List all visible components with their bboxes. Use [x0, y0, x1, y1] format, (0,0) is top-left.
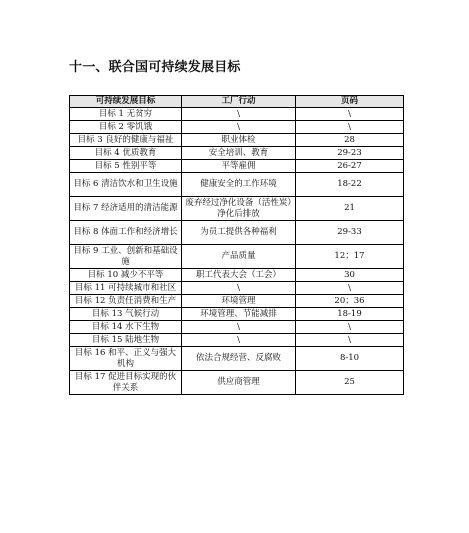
- table-row: [70, 197, 404, 221]
- goal-cell: 目标 10 减少不平等: [70, 269, 182, 282]
- action-cell: 供应商管理: [182, 371, 296, 395]
- goal-cell: 目标 15 陆地生物: [70, 334, 182, 347]
- action-cell: \: [182, 121, 296, 134]
- table-header-row: [70, 96, 404, 108]
- page-cell: \: [296, 321, 404, 334]
- page-cell: 26-27: [296, 160, 404, 173]
- table-row: [70, 108, 404, 121]
- page-cell: 30: [296, 269, 404, 282]
- goal-cell: 目标 2 零饥饿: [70, 121, 182, 134]
- goal-cell: 目标 4 优质教育: [70, 147, 182, 160]
- goal-cell: 目标 9 工业、创新和基础设施: [70, 245, 182, 269]
- table-row: [70, 295, 404, 308]
- table-row: [70, 282, 404, 295]
- page-cell: 21: [296, 197, 404, 221]
- goal-cell: 目标 11 可持续城市和社区: [70, 282, 182, 295]
- action-cell: 环境管理、节能减排: [182, 308, 296, 321]
- goal-cell: 目标 12 负责任消费和生产: [70, 295, 182, 308]
- table-row: [70, 245, 404, 269]
- table-row: [70, 173, 404, 197]
- page-cell: 29-33: [296, 221, 404, 245]
- goal-cell: 目标 7 经济适用的清洁能源: [70, 197, 182, 221]
- page-cell: 28: [296, 134, 404, 147]
- table-row: [70, 308, 404, 321]
- page-cell: 20；36: [296, 295, 404, 308]
- header-action: 工厂行动: [182, 96, 296, 108]
- page-cell: 18-19: [296, 308, 404, 321]
- page-cell: \: [296, 108, 404, 121]
- goal-cell: 目标 14 水下生物: [70, 321, 182, 334]
- header-page: 页码: [296, 96, 404, 108]
- action-cell: 职业体检: [182, 134, 296, 147]
- action-cell: 为员工提供各种福利: [182, 221, 296, 245]
- goal-cell: 目标 17 促进目标实现的伙伴关系: [70, 371, 182, 395]
- action-cell: 健康安全的工作环境: [182, 173, 296, 197]
- page-cell: 18-22: [296, 173, 404, 197]
- action-cell: 平等雇佣: [182, 160, 296, 173]
- table-row: [70, 269, 404, 282]
- table-row: [70, 347, 404, 371]
- goal-cell: 目标 13 气候行动: [70, 308, 182, 321]
- action-cell: \: [182, 321, 296, 334]
- action-cell: 产品质量: [182, 245, 296, 269]
- table-row: [70, 147, 404, 160]
- action-cell: \: [182, 282, 296, 295]
- action-cell: 废弃经过净化设备（活性炭）净化后排放: [182, 197, 296, 221]
- header-goal: 可持续发展目标: [70, 96, 182, 108]
- sdg-table: [69, 95, 404, 395]
- table-row: [70, 221, 404, 245]
- page-cell: \: [296, 121, 404, 134]
- goal-cell: 目标 5 性别平等: [70, 160, 182, 173]
- action-cell: 依法合规经营、反腐败: [182, 347, 296, 371]
- action-cell: \: [182, 334, 296, 347]
- table-row: [70, 134, 404, 147]
- goal-cell: 目标 16 和平、正义与强大机构: [70, 347, 182, 371]
- table-row: [70, 121, 404, 134]
- goal-cell: 目标 8 体面工作和经济增长: [70, 221, 182, 245]
- page-cell: \: [296, 282, 404, 295]
- page-cell: 29-23: [296, 147, 404, 160]
- page-cell: \: [296, 334, 404, 347]
- action-cell: 安全培训、教育: [182, 147, 296, 160]
- page-cell: 25: [296, 371, 404, 395]
- action-cell: 职工代表大会（工会）: [182, 269, 296, 282]
- action-cell: \: [182, 108, 296, 121]
- goal-cell: 目标 3 良好的健康与福祉: [70, 134, 182, 147]
- action-cell: 环境管理: [182, 295, 296, 308]
- goal-cell: 目标 6 清洁饮水和卫生设施: [70, 173, 182, 197]
- table-row: [70, 160, 404, 173]
- page-cell: 12；17: [296, 245, 404, 269]
- section-title: 十一、联合国可持续发展目标: [69, 60, 241, 75]
- goal-cell: 目标 1 无贫穷: [70, 108, 182, 121]
- table-row: [70, 321, 404, 334]
- page-cell: 8-10: [296, 347, 404, 371]
- table-row: [70, 371, 404, 395]
- table-row: [70, 334, 404, 347]
